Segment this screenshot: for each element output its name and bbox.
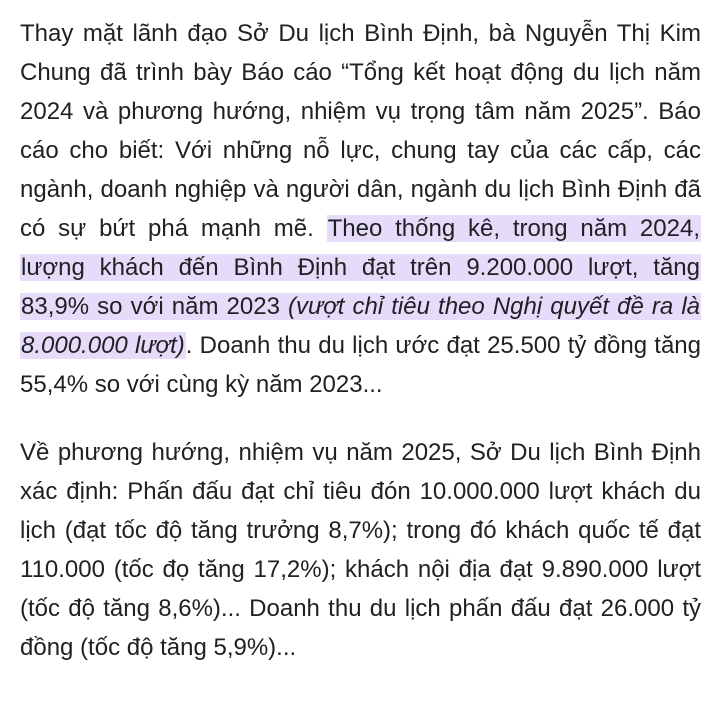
paragraph-1-intro: Thay mặt lãnh đạo Sở Du lịch Bình Định, bà Nguyễn Thị Kim Chung đã trình bày Báo cáo “Tổng kết hoạt động du lịch năm 2024 và phương hướng, nhiệm vụ trọng tâm năm 2025”. Báo cáo cho biết: Với những nỗ lực, chung tay của các cấp, các ngành, doanh nghiệp và người dân, ngành du lịch Bình Định đã có sự bứt phá mạnh mẽ. <box>20 20 701 242</box>
paragraph-tourism-2024 <box>20 14 701 404</box>
paragraph-2025-plan: Về phương hướng, nhiệm vụ năm 2025, Sở Du lịch Bình Định xác định: Phấn đấu đạt chỉ tiêu đón 10.000.000 lượt khách du lịch (đạt tốc độ tăng trưởng 8,7%); trong đó khách quốc tế đạt 110.000 (tốc đọ tăng 17,2%); khách nội địa đạt 9.890.000 lượt (tốc độ tăng 8,6%)... Doanh thu du lịch phấn đấu đạt 26.000 tỷ đồng (tốc độ tăng 5,9%)... <box>20 439 701 661</box>
article-body <box>20 14 701 667</box>
highlighted-statistic-text: Theo thống kê, trong năm 2024, lượng khách đến Bình Định đạt trên 9.200.000 lượt, tăng 83,9% so với năm 2023 <box>21 215 700 320</box>
paragraph-1-revenue: . Doanh thu du lịch ước đạt 25.500 tỷ đồng tăng 55,4% so với cùng kỳ năm 2023... <box>20 332 701 398</box>
highlighted-target-note: (vượt chỉ tiêu theo Nghị quyết đề ra là 8.000.000 lượt) <box>21 293 701 359</box>
